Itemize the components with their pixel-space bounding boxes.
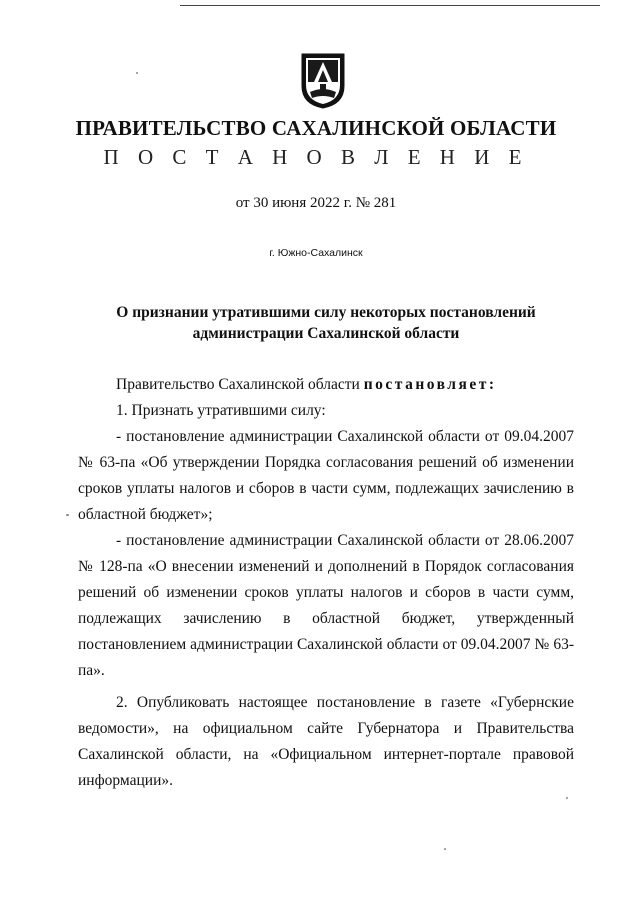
coat-of-arms-icon — [300, 52, 346, 110]
intro-text: Правительство Сахалинской области — [116, 376, 364, 393]
government-title: ПРАВИТЕЛЬСТВО САХАЛИНСКОЙ ОБЛАСТИ — [75, 116, 557, 140]
scan-speck — [566, 797, 568, 799]
scan-edge-line — [180, 5, 600, 6]
scan-speck — [136, 72, 138, 74]
scan-speck — [444, 848, 446, 850]
item-1-b: - постановление администрации Сахалинской области от 28.06.2007 № 128-па «О внесении изменений и дополнений в Порядок согласования решений об изменении сроков уплаты налогов и сборов в части сумм, подлежащих зачислению в областной бюджет, утвержденный постановлением администрации Сахалинской области от 09.04.2007 № 63-па». — [78, 532, 574, 679]
document-body — [78, 372, 574, 794]
item-2: 2. Опубликовать настоящее постановление в газете «Губернские ведомости», на официальном сайте Губернатора и Правительства Сахалинской области, на «Официальном интернет-портале правовой информации». — [78, 694, 574, 789]
document-subject — [80, 302, 572, 344]
item-1: 1. Признать утратившими силу: — [116, 402, 326, 419]
intro-paragraph — [78, 372, 574, 398]
item-1-a: - постановление администрации Сахалинской области от 09.04.2007 № 63-па «Об утверждении Порядка согласования решений об изменении сроков уплаты налогов и сборов в части сумм, подлежащих зачислению в областной бюджет»; — [78, 428, 574, 523]
subject-line-2: администрации Сахалинской области — [192, 325, 460, 342]
subject-line-1: О признании утратившими силу некоторых постановлений — [116, 304, 536, 321]
decree-word: постановляет: — [363, 376, 497, 393]
city-label: г. Южно-Сахалинск — [269, 247, 363, 259]
document-type: П О С Т А Н О В Л Е Н И Е — [103, 145, 529, 169]
date-and-number: от 30 июня 2022 г. № 281 — [235, 195, 397, 211]
scan-speck — [66, 514, 69, 516]
